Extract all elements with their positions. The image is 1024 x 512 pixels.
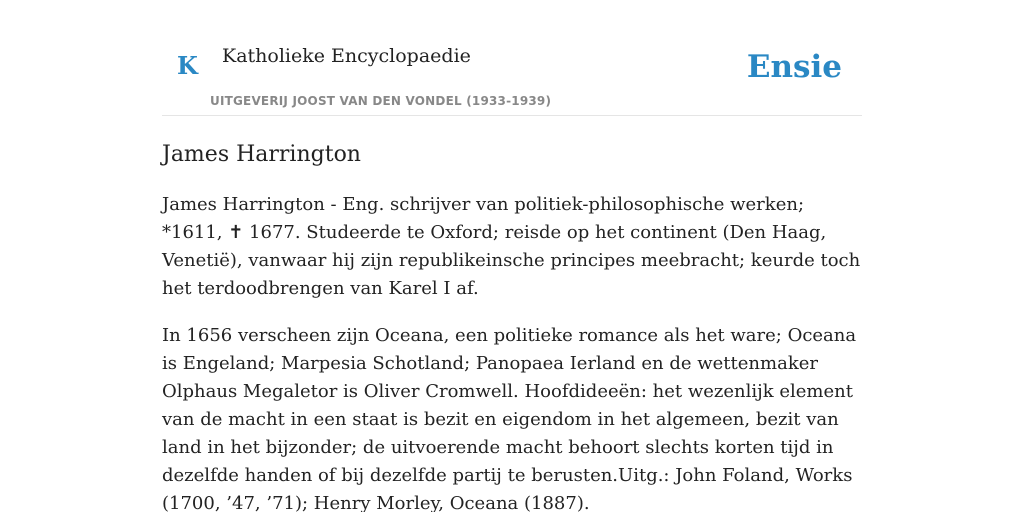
ensie-brand-link[interactable]: Ensie (746, 49, 842, 85)
article-paragraph: In 1656 verscheen zijn Oceana, een politieke romance als het ware; Oceana is Engeland; Marpesia Schotland; Panopaea Ierland en de wettenmaker Olphaus Megaletor is Oliver Cromwell. Hoofdideeën: het wezenlijk element van de macht in een staat is bezit en eigendom in het algemeen, bezit van land in het bijzonder; de uitvoerende macht behoort slechts korten tijd in dezelfde handen of bij dezelfde partij te berusten.Uitg.: John Foland, Works (1700, ’47, ’71); Henry Morley, Oceana (1887). (162, 325, 857, 512)
site-title[interactable]: Katholieke Encyclopaedie (222, 45, 471, 67)
article-title: James Harrington (162, 142, 361, 167)
article (162, 138, 862, 512)
site-header (162, 0, 862, 116)
article-paragraph: James Harrington - Eng. schrijver van politiek-philosophische werken; *1611, ✝ 1677. Studeerde te Oxford; reisde op het continent (Den Haag, Venetië), vanwaar hij zijn republikeinsche principes meebracht; keurde toch het terdoodbrengen van Karel I af. (162, 194, 861, 299)
encyclopedia-logo-icon[interactable]: K (177, 51, 198, 80)
publisher-subtitle: UITGEVERIJ JOOST VAN DEN VONDEL (1933-1939) (210, 94, 552, 108)
content-container (162, 0, 862, 512)
